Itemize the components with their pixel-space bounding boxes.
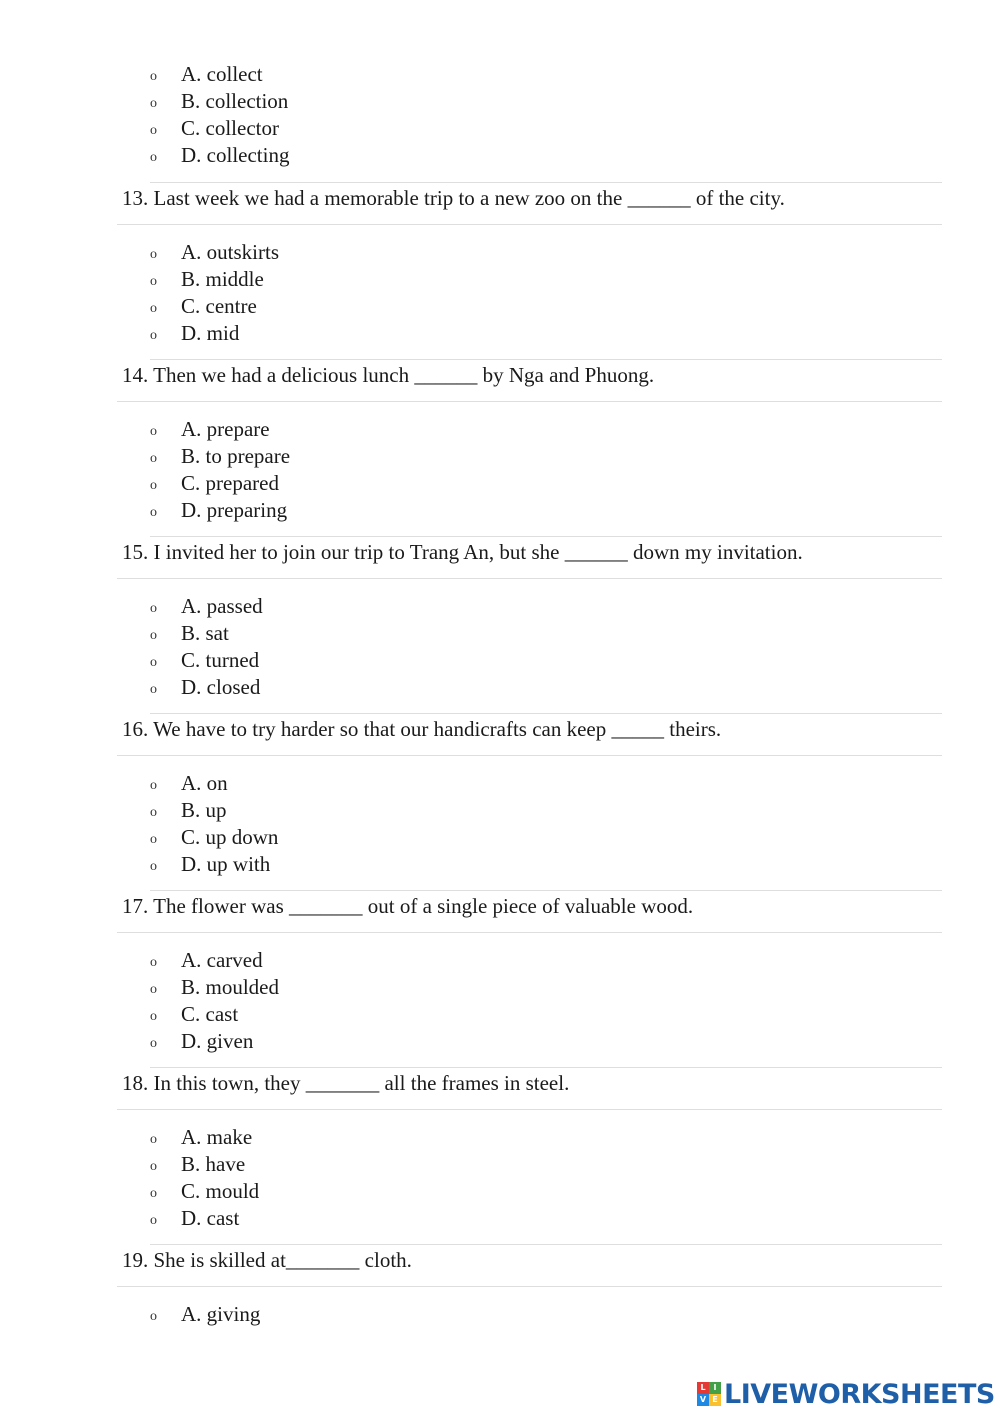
radio-bullet-icon: o [150,1213,157,1228]
radio-bullet-icon: o [150,424,157,439]
radio-bullet-icon: o [150,69,157,84]
radio-bullet-icon: o [150,832,157,847]
option-12-b[interactable]: o B. collection [150,88,288,115]
question-text: 18. In this town, they _______ all the frames in steel. [122,1071,570,1095]
option-16-b[interactable]: o B. up [150,797,227,824]
divider [117,401,942,402]
option-15-b[interactable]: o B. sat [150,620,229,647]
option-18-b[interactable]: o B. have [150,1151,245,1178]
logo-mark-letter: I [709,1382,721,1394]
option-18-c[interactable]: o C. mould [150,1178,259,1205]
question-text: 17. The flower was _______ out of a single piece of valuable wood. [122,894,694,918]
radio-bullet-icon: o [150,274,157,289]
option-16-c[interactable]: o C. up down [150,824,278,851]
logo-mark-letter: V [697,1394,709,1406]
liveworksheets-logo [697,1378,995,1410]
divider [150,890,942,891]
option-17-b[interactable]: o B. moulded [150,974,279,1001]
radio-bullet-icon: o [150,1009,157,1024]
option-13-b[interactable]: o B. middle [150,266,264,293]
option-16-d[interactable]: o D. up with [150,851,270,878]
option-14-a[interactable]: o A. prepare [150,416,270,443]
divider [150,182,942,183]
question-text: 19. She is skilled at_______ cloth. [122,1248,412,1272]
radio-bullet-icon: o [150,859,157,874]
logo-mark-letter: E [709,1394,721,1406]
option-14-b[interactable]: o B. to prepare [150,443,290,470]
radio-bullet-icon: o [150,601,157,616]
option-18-d[interactable]: o D. cast [150,1205,239,1232]
divider [117,1286,942,1287]
radio-bullet-icon: o [150,1309,157,1324]
option-14-c[interactable]: o C. prepared [150,470,279,497]
radio-bullet-icon: o [150,478,157,493]
option-17-d[interactable]: o D. given [150,1028,253,1055]
option-17-c[interactable]: o C. cast [150,1001,238,1028]
radio-bullet-icon: o [150,1186,157,1201]
option-15-c[interactable]: o C. turned [150,647,259,674]
radio-bullet-icon: o [150,123,157,138]
radio-bullet-icon: o [150,451,157,466]
option-13-a[interactable]: o A. outskirts [150,239,279,266]
divider [150,713,942,714]
question-text: 14. Then we had a delicious lunch ______ by Nga and Phuong. [122,363,655,387]
option-15-a[interactable]: o A. passed [150,593,263,620]
option-16-a[interactable]: o A. on [150,770,228,797]
radio-bullet-icon: o [150,150,157,165]
option-18-a[interactable]: o A. make [150,1124,252,1151]
radio-bullet-icon: o [150,805,157,820]
option-19-a[interactable]: o A. giving [150,1301,260,1328]
option-15-d[interactable]: o D. closed [150,674,260,701]
option-12-a[interactable]: o A. collect [150,61,263,88]
divider [117,224,942,225]
radio-bullet-icon: o [150,328,157,343]
divider [150,1067,942,1068]
option-13-d[interactable]: o D. mid [150,320,239,347]
option-17-a[interactable]: o A. carved [150,947,263,974]
option-13-c[interactable]: o C. centre [150,293,257,320]
radio-bullet-icon: o [150,1159,157,1174]
radio-bullet-icon: o [150,682,157,697]
divider [117,932,942,933]
radio-bullet-icon: o [150,655,157,670]
divider [150,536,942,537]
radio-bullet-icon: o [150,982,157,997]
logo-mark-icon [697,1382,721,1406]
radio-bullet-icon: o [150,628,157,643]
option-12-d[interactable]: o D. collecting [150,142,289,169]
divider [117,1109,942,1110]
option-14-d[interactable]: o D. preparing [150,497,287,524]
radio-bullet-icon: o [150,1036,157,1051]
radio-bullet-icon: o [150,1132,157,1147]
question-text: 13. Last week we had a memorable trip to a new zoo on the ______ of the city. [122,186,785,210]
question-text: 15. I invited her to join our trip to Trang An, but she ______ down my invitation. [122,540,803,564]
radio-bullet-icon: o [150,505,157,520]
question-text: 16. We have to try harder so that our handicrafts can keep _____ theirs. [122,717,722,741]
divider [117,578,942,579]
logo-mark-letter: L [697,1382,709,1394]
option-12-c[interactable]: o C. collector [150,115,279,142]
radio-bullet-icon: o [150,301,157,316]
divider [117,755,942,756]
logo-text: LIVEWORKSHEETS [724,1378,995,1410]
radio-bullet-icon: o [150,247,157,262]
radio-bullet-icon: o [150,955,157,970]
divider [150,1244,942,1245]
divider [150,359,942,360]
radio-bullet-icon: o [150,778,157,793]
radio-bullet-icon: o [150,96,157,111]
